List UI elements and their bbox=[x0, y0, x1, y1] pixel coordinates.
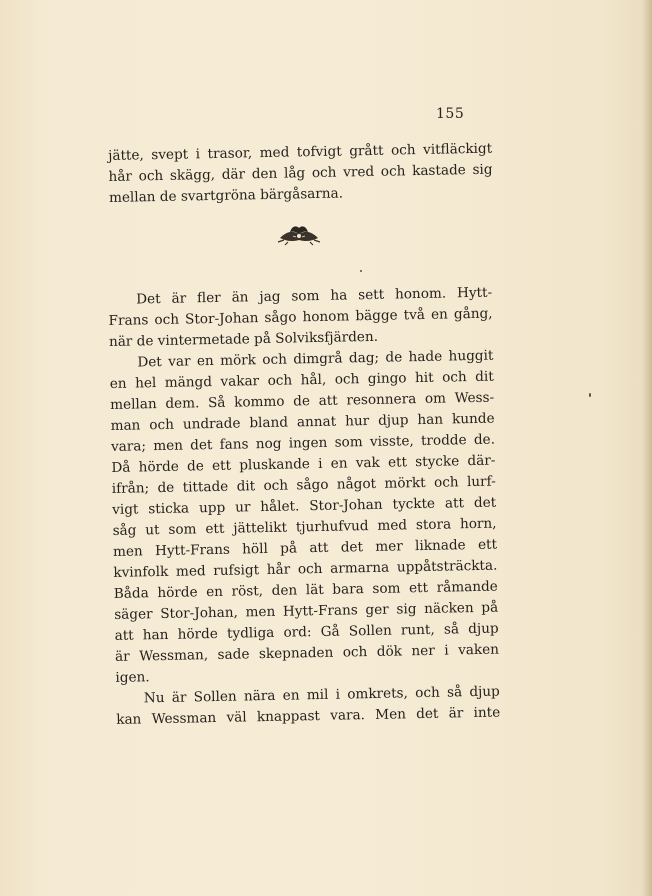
text-line: Det är fler än jag som ha sett honom. Hytt- bbox=[136, 284, 493, 308]
text-line: mellan dem. Så kommo de att resonnera om Wess- bbox=[110, 389, 495, 413]
text-line: säger Stor-Johan, men Hytt-Frans ger sig näcken på bbox=[114, 599, 499, 623]
text-line: vara; men det fans nog ingen som visste, trodde de. bbox=[110, 431, 496, 455]
text-line: såg ut som ett jättelikt tjurhufvud med stora horn, bbox=[112, 515, 497, 539]
paper-speck bbox=[589, 393, 591, 397]
text-line: vigt sticka upp ur hålet. Stor-Johan tyckte att det bbox=[112, 494, 497, 518]
page-number: 155 bbox=[436, 106, 465, 122]
top-paragraph bbox=[108, 139, 493, 209]
text-line: när de vintermetade på Solviksfjärden. bbox=[108, 328, 379, 350]
text-line: Frans och Stor-Johan sågo honom bägge två en gång, bbox=[108, 305, 493, 329]
text-line: hår och skägg, där den låg och vred och kastade sig bbox=[108, 161, 493, 185]
text-line: man och undrade bland annat hur djup han kunde bbox=[110, 410, 495, 434]
text-line: Båda hörde en röst, den lät bara som ett råmande bbox=[113, 578, 498, 602]
text-line: Nu är Sollen nära en mil i omkrets, och så djup bbox=[143, 683, 500, 707]
text-line: Då hörde de ett pluskande i en vak ett stycke där- bbox=[111, 452, 496, 476]
text-line: en hel mängd vakar och hål, och gingo hit och dit bbox=[109, 368, 494, 392]
text-line: är Wessman, sade skepnaden och dök ner i vaken bbox=[114, 641, 500, 665]
text-line: att han hörde tydliga ord: Gå Sollen runt, så djup bbox=[114, 620, 499, 644]
text-line: kvinfolk med rufsigt hår och armarna uppåtsträckta. bbox=[113, 557, 498, 581]
text-line: men Hytt-Frans höll på att det mer liknade ett bbox=[112, 536, 498, 560]
text-line: mellan de svartgröna bärgåsarna. bbox=[108, 185, 344, 206]
page-edge-shadow bbox=[642, 0, 652, 896]
floral-ornament-icon bbox=[276, 222, 322, 246]
text-line: jätte, svept i trasor, med tofvigt grått och vitfläckigt bbox=[108, 140, 493, 164]
paper-speck bbox=[360, 270, 362, 272]
text-line: igen. bbox=[115, 669, 150, 686]
text-line: ifrån; de tittade dit och sågo något mörkt och lurf- bbox=[111, 473, 496, 497]
text-line: kan Wessman väl knappast vara. Men det är inte bbox=[116, 704, 501, 728]
text-line: Det var en mörk och dimgrå dag; de hade huggit bbox=[137, 347, 494, 371]
main-text bbox=[108, 283, 500, 731]
